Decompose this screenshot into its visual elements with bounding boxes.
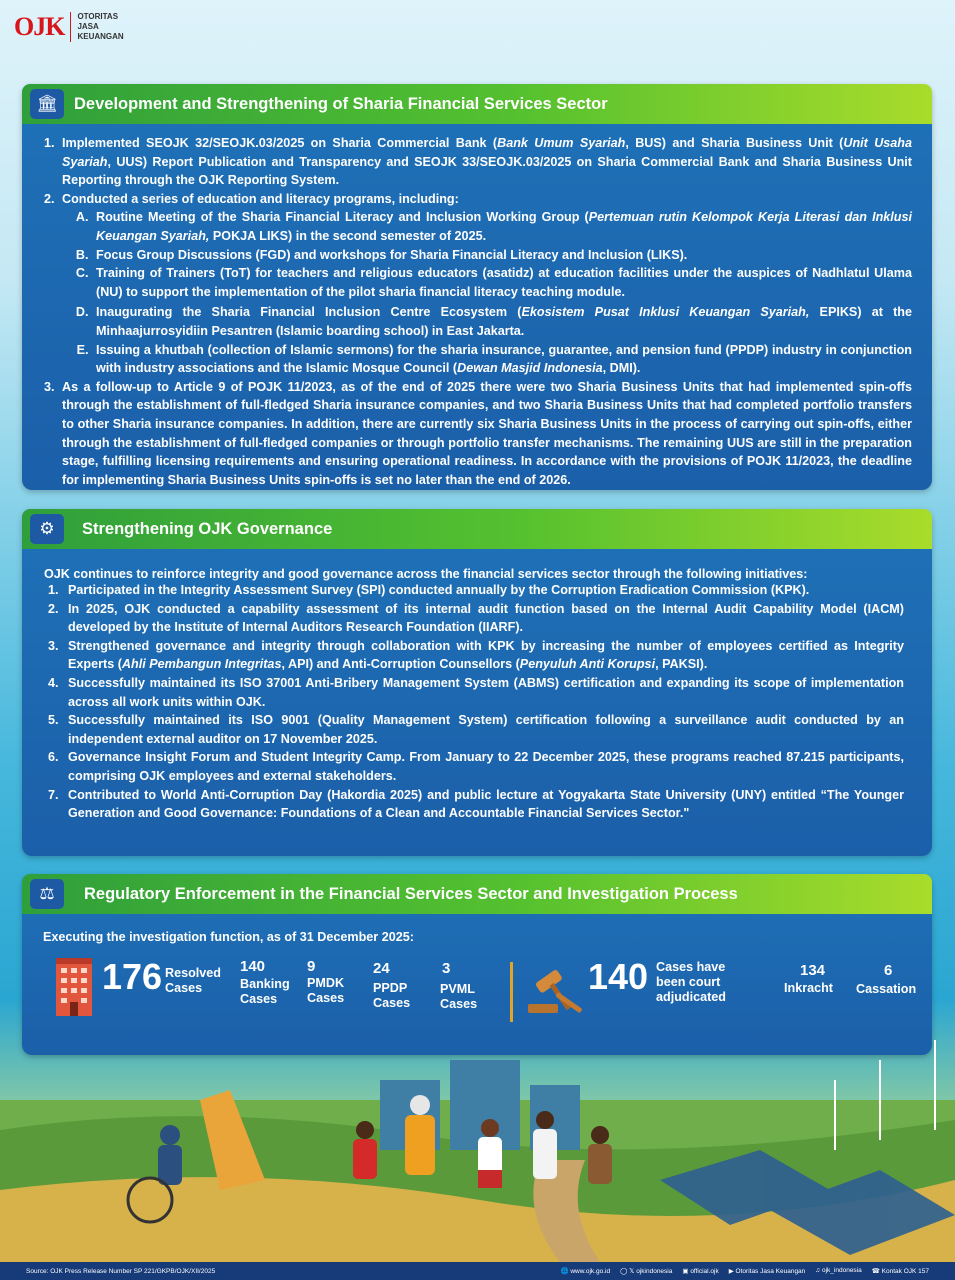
sub-list xyxy=(62,208,912,377)
youtube-link[interactable]: ▶ Otoritas Jasa Keuangan xyxy=(728,1268,806,1275)
phone-link[interactable]: ☎ Kontak OJK 157 xyxy=(871,1268,929,1275)
list-item: 2. Conducted a series of education and literacy programs, including: A. Routine Meeting of the Sharia Financial Literacy and Inclusion Working Group (Pertemuan rutin Kelompok Kerja Literasi dan Inklusi Keuangan Syariah, POKJA LIKS) in the second semester of 2025. B. Focus Group Discussions (FGD) and workshops for Sharia Financial Literacy and Inclusion (LIKS). C. Training of Trainers (ToT) for teachers and religious educators (asatidz) at education facilities under the auspices of Nadhlatul Ulama (NU) to support the implementation of the pilot sharia financial literacy teaching module. D. Inaugurating the Sharia Financial Inclusion Centre Ecosystem (Ekosistem Pusat Inklusi Keuangan Syariah, EPIKS) at the Minhaajurrosyidiin Pesantren (Islamic boarding school) in East Jakarta. E. Issuing a khutbah (collection of Islamic sermons) for the sharia insurance, guarantee, and pension fund (PPDP) industry in conjunction with industry associations and the Islamic Mosque Council (Dewan Masjid Indonesia, DMI). xyxy=(58,190,912,378)
inkracht-count: 134 xyxy=(800,962,826,979)
pmdk-label: PMDK Cases xyxy=(307,976,345,1005)
gavel-icon xyxy=(524,964,590,1016)
divider xyxy=(510,962,513,1022)
logo-mark: OJK xyxy=(14,12,65,41)
sub-item: D. Inaugurating the Sharia Financial Inclusion Centre Ecosystem (Ekosistem Pusat Inklusi Keuangan Syariah, EPIKS) at the Minhaajurrosyidiin Pesantren (Islamic boarding school) in East Jakarta. xyxy=(92,303,912,340)
governance-list xyxy=(22,581,932,823)
list-item: 3. As a follow-up to Article 9 of POJK 11/2023, as of the end of 2025 there were two Sharia Business Units that had implemented spin-offs through the establishment of full-fledged Sharia insurance companies, and two Sharia Business Units that had completed portfolio transfers to other Sharia insurance companies. In addition, there are currently six Sharia Business Units in the process of carrying out spin-offs, either through the establishment of full-fledged companies or through portfolio transfer mechanisms. The remaining UUS are still in the preparation stage, fulfilling licensing requirements and ensuring operational readiness. In accordance with the provisions of POJK 11/2023, the deadline for implementing Sharia Business Units spin-offs is set no later than the end of 2026. xyxy=(58,378,912,490)
inkracht-label: Inkracht xyxy=(784,981,833,995)
governance-section xyxy=(22,509,932,856)
banking-label: Banking Cases xyxy=(240,977,290,1006)
logo-wordmark xyxy=(70,12,123,42)
cassation-count: 6 xyxy=(884,962,893,979)
sub-item: E. Issuing a khutbah (collection of Islamic sermons) for the sharia insurance, guarantee, and pension fund (PPDP) industry in conjunction with industry associations and the Islamic Mosque Council (Dewan Masjid Indonesia, DMI). xyxy=(92,341,912,378)
landscape-illustration xyxy=(0,1040,955,1262)
cassation-label: Cassation xyxy=(856,982,917,996)
website-link[interactable]: 🌐 www.ojk.go.id xyxy=(560,1268,611,1275)
adjudicated-count: 140 xyxy=(588,956,649,997)
resolved-label: Resolved Cases xyxy=(165,966,221,995)
governance-intro: OJK continues to reinforce integrity and good governance across the financial services sector through the following initiatives: xyxy=(44,567,808,581)
ppdp-label: PPDP Cases xyxy=(373,981,411,1010)
pvml-label: PVML Cases xyxy=(440,982,478,1011)
list-item: 7. Contributed to World Anti-Corruption Day (Hakordia 2025) and public lecture at Yogyakarta State University (UNY) entitled “The Younger Generation and Good Governance: Foundations of a Clean and Accountable Financial Services Sector." xyxy=(62,786,904,823)
pvml-count: 3 xyxy=(442,960,451,977)
pmdk-count: 9 xyxy=(307,958,316,975)
sub-item: C. Training of Trainers (ToT) for teachers and religious educators (asatidz) at education facilities under the auspices of Nadhlatul Ulama (NU) to support the implementation of the pilot sharia financial literacy teaching module. xyxy=(92,264,912,301)
list-item: 1. Implemented SEOJK 32/SEOJK.03/2025 on Sharia Commercial Bank (Bank Umum Syariah, BUS) and Sharia Business Unit (Unit Usaha Syariah, UUS) Report Publication and Transparency and SEOJK 33/SEOJK.03/2025 on Sharia Commercial Bank and Sharia Business Unit Reporting through the OJK Reporting System. xyxy=(58,134,912,190)
facebook-link[interactable]: ▣ official.ojk xyxy=(682,1268,719,1275)
list-item: 6. Governance Insight Forum and Student Integrity Camp. From January to 22 December 2025, these programs reached 87.215 participants, comprising OJK employees and external stakeholders. xyxy=(62,748,904,785)
scales-icon: ⚖ xyxy=(30,879,64,909)
sharia-list xyxy=(22,124,932,489)
section-title: Development and Strengthening of Sharia Financial Services Sector xyxy=(74,94,608,113)
ppdp-count: 24 xyxy=(373,960,390,977)
tiktok-link[interactable]: ♫ ojk_indonesia xyxy=(815,1267,862,1274)
resolved-count: 176 xyxy=(102,956,163,997)
banking-count: 140 xyxy=(240,958,266,975)
sub-item: A. Routine Meeting of the Sharia Financial Literacy and Inclusion Working Group (Pertemuan rutin Kelompok Kerja Literasi dan Inklusi Keuangan Syariah, POKJA LIKS) in the second semester of 2025. xyxy=(92,208,912,245)
section-header xyxy=(22,509,932,549)
logo-line: OTORITAS xyxy=(77,12,119,21)
sharia-section xyxy=(22,84,932,490)
section-title: Regulatory Enforcement in the Financial Services Sector and Investigation Process xyxy=(84,884,738,903)
investigation-caption: Executing the investigation function, as of 31 December 2025: xyxy=(43,930,414,944)
footer-bar xyxy=(0,1262,955,1280)
list-item: 4. Successfully maintained its ISO 37001 Anti-Bribery Management System (ABMS) certification and expanding its scope of implementation across all work units within OJK. xyxy=(62,674,904,711)
brain-gear-icon: ⚙ xyxy=(30,514,64,544)
social-links xyxy=(560,1267,929,1275)
office-building-icon xyxy=(54,958,94,1016)
section-title: Strengthening OJK Governance xyxy=(82,519,333,538)
x-link[interactable]: ◯ 𝕏 ojkindonesia xyxy=(620,1268,673,1275)
section-header xyxy=(22,874,932,914)
enforcement-section xyxy=(22,874,932,1055)
bank-building-icon: 🏛 xyxy=(30,89,64,119)
sub-item: B. Focus Group Discussions (FGD) and workshops for Sharia Financial Literacy and Inclusion (LIKS). xyxy=(92,246,912,265)
source-note: Source: OJK Press Release Number SP 221/GKPB/OJK/XII/2025 xyxy=(26,1267,216,1275)
list-item: 3. Strengthened governance and integrity through collaboration with KPK by increasing the number of employees certified as Integrity Experts (Ahli Pembangun Integritas, API) and Anti-Corruption Counsellors (Penyuluh Anti Korupsi, PAKSI). xyxy=(62,637,904,674)
ojk-logo xyxy=(14,12,124,42)
list-item: 1. Participated in the Integrity Assessment Survey (SPI) conducted annually by the Corruption Eradication Commission (KPK). xyxy=(62,581,904,600)
logo-line: JASA xyxy=(77,22,99,31)
list-item: 2. In 2025, OJK conducted a capability assessment of its internal audit function based on the Internal Audit Capability Model (IACM) developed by the Institute of Internal Auditors Research Foundation (IIARF). xyxy=(62,600,904,637)
adjudicated-label: Cases have been court adjudicated xyxy=(656,960,726,1004)
logo-line: KEUANGAN xyxy=(77,32,124,41)
section-header xyxy=(22,84,932,124)
list-item: 5. Successfully maintained its ISO 9001 (Quality Management System) certification following a surveillance audit conducted by an independent external auditor on 17 November 2025. xyxy=(62,711,904,748)
stats-row xyxy=(22,944,932,1034)
